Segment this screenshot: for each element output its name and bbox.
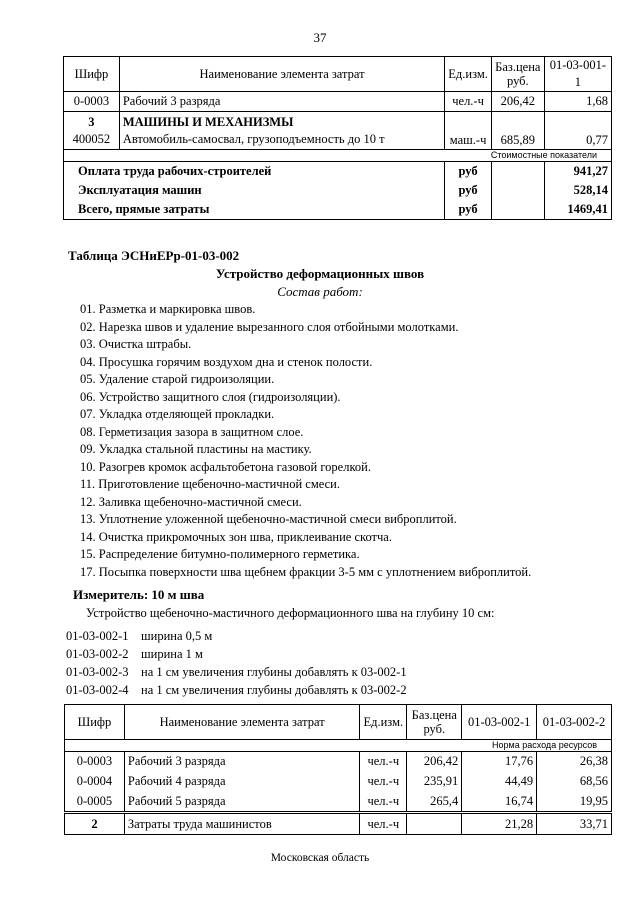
total-label: Оплата труда рабочих-строителей bbox=[64, 162, 445, 182]
row-value: 1,68 bbox=[544, 92, 611, 112]
row-code: 2 bbox=[65, 813, 125, 835]
cost-table-1 bbox=[63, 56, 612, 220]
list-item: 15. Распределение битумно-полимерного герметика. bbox=[80, 547, 360, 561]
row-code: 400052 bbox=[72, 131, 111, 146]
list-item bbox=[66, 645, 407, 663]
total-unit: руб bbox=[445, 162, 492, 182]
norm-caption: Норма расхода ресурсов bbox=[65, 740, 612, 752]
total-unit: руб bbox=[445, 200, 492, 220]
page-footer: Московская область bbox=[270, 852, 370, 864]
row-unit: чел.-ч bbox=[445, 92, 492, 112]
row-value-1: 16,74 bbox=[462, 792, 537, 813]
row-value-1: 21,28 bbox=[462, 813, 537, 835]
table-row bbox=[65, 752, 612, 772]
header-unit: Ед.изм. bbox=[445, 57, 492, 92]
row-price: 206,42 bbox=[407, 752, 462, 772]
page-number: 37 bbox=[313, 30, 327, 45]
row-name: Рабочий 3 разряда bbox=[119, 92, 444, 112]
row-group-title: МАШИНЫ И МЕХАНИЗМЫ bbox=[122, 114, 294, 129]
meter-label: Измеритель: 10 м шва bbox=[73, 587, 205, 602]
list-item: 05. Удаление старой гидроизоляции. bbox=[80, 372, 275, 386]
row-value-2: 33,71 bbox=[537, 813, 612, 835]
header-rate-1: 01-03-002-1 bbox=[462, 705, 537, 740]
variant-text: ширина 1 м bbox=[141, 647, 203, 661]
variant-code: 01-03-002-2 bbox=[66, 647, 129, 661]
list-item: 06. Устройство защитного слоя (гидроизоляции). bbox=[80, 389, 341, 404]
row-price bbox=[407, 813, 462, 835]
list-item: 11. Приготовление щебеночно-мастичной смеси. bbox=[80, 477, 340, 491]
row-name: Рабочий 3 разряда bbox=[124, 752, 359, 772]
list-item: 10. Разогрев кромок асфальтобетона газовой горелкой. bbox=[80, 459, 371, 474]
header-rate: 01-03-001-1 bbox=[544, 57, 611, 92]
row-unit: чел.-ч bbox=[360, 792, 407, 813]
cost-caption: Стоимостные показатели bbox=[64, 150, 612, 162]
row-value-1: 17,76 bbox=[462, 752, 537, 772]
total-label: Всего, прямые затраты bbox=[64, 200, 445, 220]
header-code: Шифр bbox=[65, 705, 125, 740]
row-value-2: 68,56 bbox=[537, 772, 612, 792]
total-row bbox=[64, 162, 612, 182]
row-price: 235,91 bbox=[407, 772, 462, 792]
row-value-2: 26,38 bbox=[537, 752, 612, 772]
total-value: 941,27 bbox=[544, 162, 611, 182]
table-row bbox=[65, 772, 612, 792]
table-row bbox=[65, 792, 612, 813]
row-unit: чел.-ч bbox=[360, 813, 407, 835]
total-label: Эксплуатация машин bbox=[64, 182, 445, 200]
works-list bbox=[80, 301, 531, 581]
row-code: 0-0003 bbox=[65, 752, 125, 772]
list-item: 12. Заливка щебеночно-мастичной смеси. bbox=[80, 494, 302, 509]
cost-table-2 bbox=[64, 704, 612, 835]
header-code: Шифр bbox=[64, 57, 120, 92]
table-row bbox=[65, 813, 612, 835]
works-caption: Состав работ: bbox=[277, 284, 363, 299]
description: Устройство щебеночно-мастичного деформационного шва на глубину 10 см: bbox=[86, 606, 495, 620]
list-item: 03. Очистка штрабы. bbox=[80, 337, 192, 351]
total-unit: руб bbox=[445, 182, 492, 200]
total-row bbox=[64, 182, 612, 200]
header-name: Наименование элемента затрат bbox=[119, 57, 444, 92]
row-unit: маш.-ч bbox=[445, 112, 492, 150]
row-code: 0-0005 bbox=[65, 792, 125, 813]
list-item: 09. Укладка стальной пластины на мастику. bbox=[80, 442, 312, 456]
row-name: Рабочий 4 разряда bbox=[124, 772, 359, 792]
row-value-2: 19,95 bbox=[537, 792, 612, 813]
list-item bbox=[66, 681, 407, 699]
row-name: Автомобиль-самосвал, грузоподъемность до 10 т bbox=[122, 131, 385, 146]
variant-code: 01-03-002-1 bbox=[66, 629, 129, 643]
section-title: Устройство деформационных швов bbox=[215, 266, 425, 281]
total-value: 1469,41 bbox=[544, 200, 611, 220]
row-unit: чел.-ч bbox=[360, 772, 407, 792]
list-item: 02. Нарезка швов и удаление вырезанного слоя отбойными молотками. bbox=[80, 319, 459, 334]
row-value-1: 44,49 bbox=[462, 772, 537, 792]
row-group-code: 3 bbox=[88, 114, 95, 129]
row-price: 685,89 bbox=[491, 112, 544, 150]
list-item: 04. Просушка горячим воздухом дна и стенок полости. bbox=[80, 354, 373, 369]
list-item: 07. Укладка отделяющей прокладки. bbox=[80, 407, 275, 421]
variant-code: 01-03-002-4 bbox=[66, 683, 129, 697]
variants-list bbox=[66, 627, 407, 699]
row-value: 0,77 bbox=[544, 112, 611, 150]
variant-text: ширина 0,5 м bbox=[141, 629, 213, 643]
row-unit: чел.-ч bbox=[360, 752, 407, 772]
row-price: 206,42 bbox=[491, 92, 544, 112]
header-name: Наименование элемента затрат bbox=[124, 705, 359, 740]
table-row bbox=[64, 92, 612, 112]
variant-text: на 1 см увеличения глубины добавлять к 03-002-2 bbox=[141, 683, 407, 697]
list-item: 14. Очистка прикромочных зон шва, приклеивание скотча. bbox=[80, 529, 392, 544]
total-value: 528,14 bbox=[544, 182, 611, 200]
header-unit: Ед.изм. bbox=[360, 705, 407, 740]
header-rate-2: 01-03-002-2 bbox=[537, 705, 612, 740]
table-title: Таблица ЭСНиЕРр-01-03-002 bbox=[68, 248, 240, 263]
row-code: 0-0004 bbox=[65, 772, 125, 792]
list-item bbox=[66, 627, 407, 645]
row-price: 265,4 bbox=[407, 792, 462, 813]
row-name: Затраты труда машинистов bbox=[124, 813, 359, 835]
header-price: Баз.цена руб. bbox=[407, 705, 462, 740]
total-row bbox=[64, 200, 612, 220]
row-name: Рабочий 5 разряда bbox=[124, 792, 359, 813]
list-item: 13. Уплотнение уложенной щебеночно-мастичной смеси виброплитой. bbox=[80, 512, 457, 526]
list-item: 17. Посыпка поверхности шва щебнем фракции 3-5 мм с уплотнением виброплитой. bbox=[80, 564, 532, 579]
list-item: 08. Герметизация зазора в защитном слое. bbox=[80, 424, 304, 439]
variant-text: на 1 см увеличения глубины добавлять к 03-002-1 bbox=[141, 665, 407, 679]
row-code: 0-0003 bbox=[64, 92, 120, 112]
table-row bbox=[64, 112, 612, 150]
variant-code: 01-03-002-3 bbox=[66, 665, 129, 679]
list-item bbox=[66, 663, 407, 681]
header-price: Баз.цена руб. bbox=[491, 57, 544, 92]
list-item: 01. Разметка и маркировка швов. bbox=[80, 302, 256, 316]
